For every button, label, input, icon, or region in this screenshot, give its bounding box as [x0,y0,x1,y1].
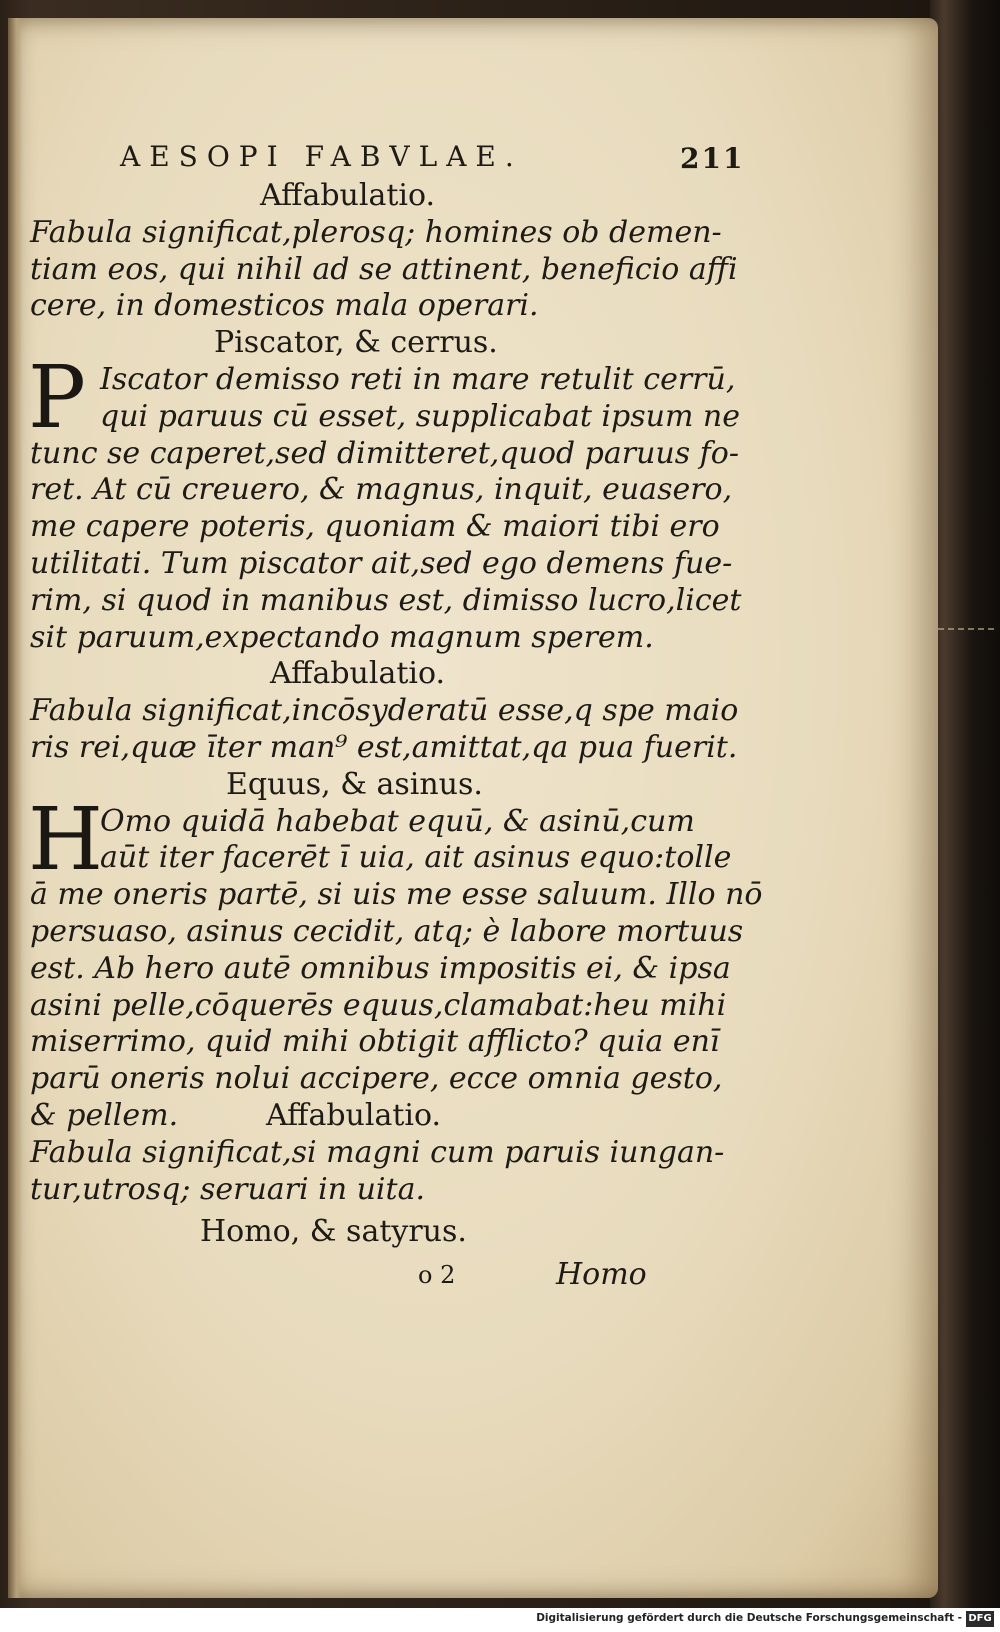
heading-affabulatio: Affabulatio. [270,656,446,692]
text-segment: & pellem. [30,1097,179,1133]
drop-capital: H [28,789,103,890]
signature-line [8,1257,938,1294]
fable-title: Homo, & satyrus. [200,1214,467,1250]
text-line: persuaso, asinus cecidit, atq; è labore mortuus [30,913,744,949]
page-body [8,178,938,1294]
text-line [8,1098,938,1135]
text-line: utilitati. Tum piscator ait,sed ego demens fue- [30,545,733,581]
heading-affabulatio: Affabulatio. [260,178,436,213]
funding-credit: Digitalisierung gefördert durch die Deutsche Forschungsgemeinschaft - [536,1612,962,1624]
text-line: Fabula significat,si magni cum paruis iungan- [30,1134,725,1170]
paragraph-equus [8,789,938,890]
text-line: miserrimo, quid mihi obtigit afflicto? quia enī [30,1024,720,1060]
fable-title: Piscator, & cerrus. [214,325,498,361]
catchword: Homo [556,1257,647,1293]
book-edge [930,0,1000,1608]
text-line: Omo quidā habebat equū, & asinū,cum [100,803,695,839]
text-line: sit paruum,expectando magnum sperem. [30,619,654,655]
text-line: ā me oneris partē, si uis me esse saluum. Illo nō [30,877,763,913]
text-line: ris rei,quæ īter man⁹ est,amittat,qa pua fuerit. [30,729,738,765]
text-line: tiam eos, qui nihil ad se attinent, beneficio affi [30,251,738,287]
text-line: Iscator demisso reti in mare retulit cerrū, [100,361,736,397]
running-header: AESOPI FABVLAE. [120,140,523,173]
text-line: qui paruus cū esset, supplicabat ipsum ne [100,398,741,434]
paragraph-piscator [8,347,938,448]
dfg-logo: DFG [966,1611,994,1627]
text-line: tunc se caperet,sed dimitteret,quod paruus fo- [30,435,739,471]
heading-affabulatio: Affabulatio. [266,1097,442,1133]
signature-mark: o 2 [418,1261,456,1290]
footer-bar [0,1608,1000,1632]
text-line: me capere poteris, quoniam & maiori tibi ero [30,509,720,545]
drop-capital: P [28,347,86,448]
text-line: tur,utrosq; seruari in uita. [30,1171,425,1207]
text-line: rim, si quod in manibus est, dimisso lucro,licet [30,582,742,618]
scan-margin-mark [938,628,994,632]
text-line: parū oneris nolui accipere, ecce omnia gesto, [30,1061,723,1097]
text-line: cere, in domesticos mala operari. [30,288,539,324]
text-line: aūt iter facerēt ī uia, ait asinus equo:tolle [100,840,732,876]
text-line: Fabula significat,plerosq; homines ob demen- [30,214,722,250]
text-line: asini pelle,cōquerēs equus,clamabat:heu mihi [30,987,727,1023]
book-page [8,18,938,1598]
text-line: Fabula significat,incōsyderatū esse,q spe maio [30,693,739,729]
text-line: est. Ab hero autē omnibus impositis ei, & ipsa [30,950,731,986]
fable-title: Equus, & asinus. [226,766,483,802]
text-line: ret. At cū creuero, & magnus, inquit, euasero, [30,472,733,508]
page-number: 211 [680,142,745,175]
